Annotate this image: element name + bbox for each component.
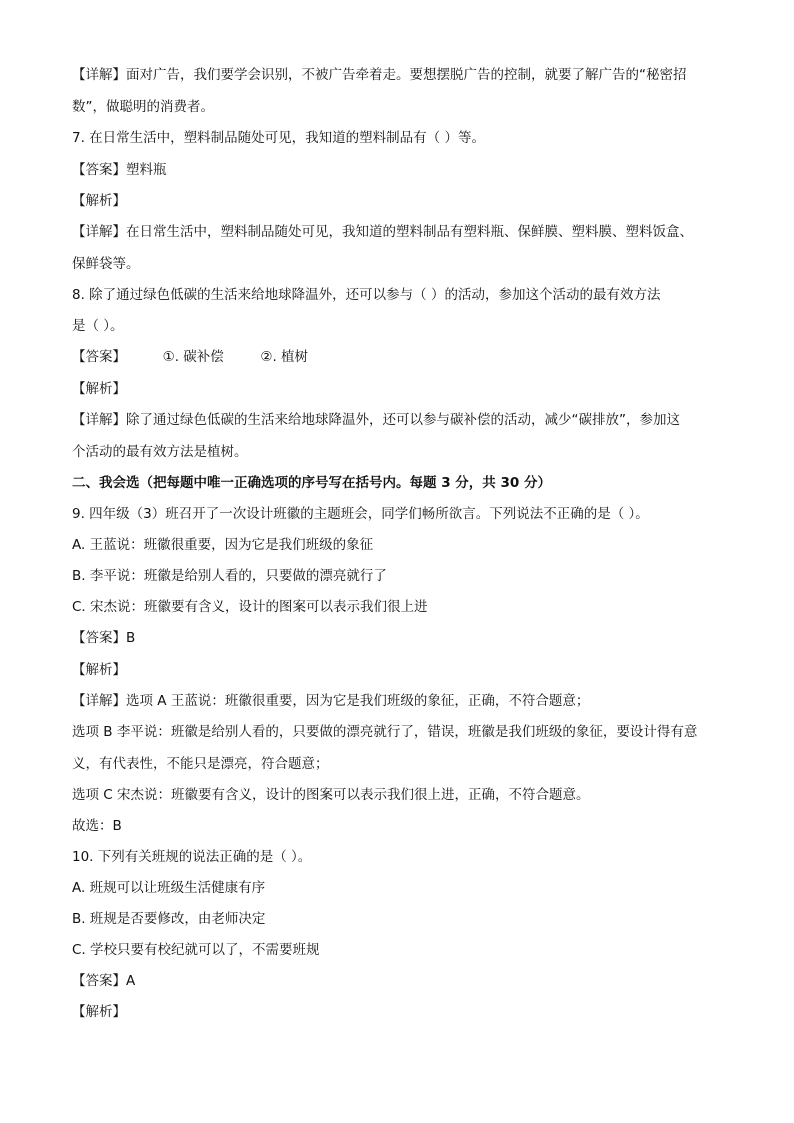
option-a: A. 王蓝说：班徽很重要，因为它是我们班级的象征 [72, 537, 374, 553]
section-heading: 二、我会选（把每题中唯一正确选项的序号写在括号内。每题 3 分，共 30 分） [72, 475, 551, 491]
option-b: B. 李平说：班徽是给别人看的，只要做的漂亮就行了 [72, 568, 387, 584]
option-a: A. 班规可以让班级生活健康有序 [72, 880, 266, 896]
question-10: 10. 下列有关班规的说法正确的是（ ）。 [72, 849, 312, 865]
explanation-text: 数”，做聪明的消费者。 [72, 99, 214, 115]
analysis-label: 【解析】 [72, 1004, 126, 1020]
answer-8 [72, 348, 308, 366]
answer-8-first: ①. 碳补偿 [162, 349, 224, 365]
explanation-text: 个活动的最有效方法是植树。 [72, 444, 248, 460]
question-8-cont: 是（ ）。 [72, 318, 124, 334]
explanation-text: 【详解】选项 A 王蓝说：班徽很重要，因为它是我们班级的象征，正确，不符合题意； [72, 693, 590, 709]
choice-result: 故选：B [72, 818, 122, 834]
answer-7: 【答案】塑料瓶 [72, 162, 167, 178]
analysis-label: 【解析】 [72, 662, 126, 678]
explanation-text: 【详解】面对广告，我们要学会识别，不被广告牵着走。要想摆脱广告的控制，就要了解广告的“秘密招 [72, 67, 687, 83]
question-7: 7. 在日常生活中，塑料制品随处可见，我知道的塑料制品有（ ）等。 [72, 130, 485, 146]
answer-8-second: ②. 植树 [260, 349, 309, 365]
answer-9: 【答案】B [72, 630, 136, 646]
question-9: 9. 四年级（3）班召开了一次设计班徽的主题班会，同学们畅所欲言。下列说法不正确的是（ ）。 [72, 506, 649, 522]
question-8: 8. 除了通过绿色低碳的生活来给地球降温外，还可以参与（ ）的活动，参加这个活动的最有效方法 [72, 287, 661, 303]
option-b: B. 班规是否要修改，由老师决定 [72, 911, 266, 927]
explanation-text: 选项 C 宋杰说：班徽要有含义，设计的图案可以表示我们很上进，正确，不符合题意。 [72, 787, 590, 803]
analysis-label: 【解析】 [72, 193, 126, 209]
option-c: C. 学校只要有校纪就可以了，不需要班规 [72, 942, 320, 958]
answer-10: 【答案】A [72, 973, 136, 989]
explanation-text: 【详解】除了通过绿色低碳的生活来给地球降温外，还可以参与碳补偿的活动，减少“碳排放”，参加这 [72, 412, 680, 428]
explanation-text: 选项 B 李平说：班徽是给别人看的，只要做的漂亮就行了，错误，班徽是我们班级的象征，要设计得有意 [72, 724, 698, 740]
answer-label: 【答案】 [72, 349, 126, 365]
option-c: C. 宋杰说：班徽要有含义，设计的图案可以表示我们很上进 [72, 599, 428, 615]
explanation-text: 保鲜袋等。 [72, 256, 140, 272]
analysis-label: 【解析】 [72, 381, 126, 397]
explanation-text: 义，有代表性，不能只是漂亮，符合题意； [72, 756, 329, 772]
explanation-text: 【详解】在日常生活中，塑料制品随处可见，我知道的塑料制品有塑料瓶、保鲜膜、塑料膜、塑料饭盒、 [72, 224, 693, 240]
